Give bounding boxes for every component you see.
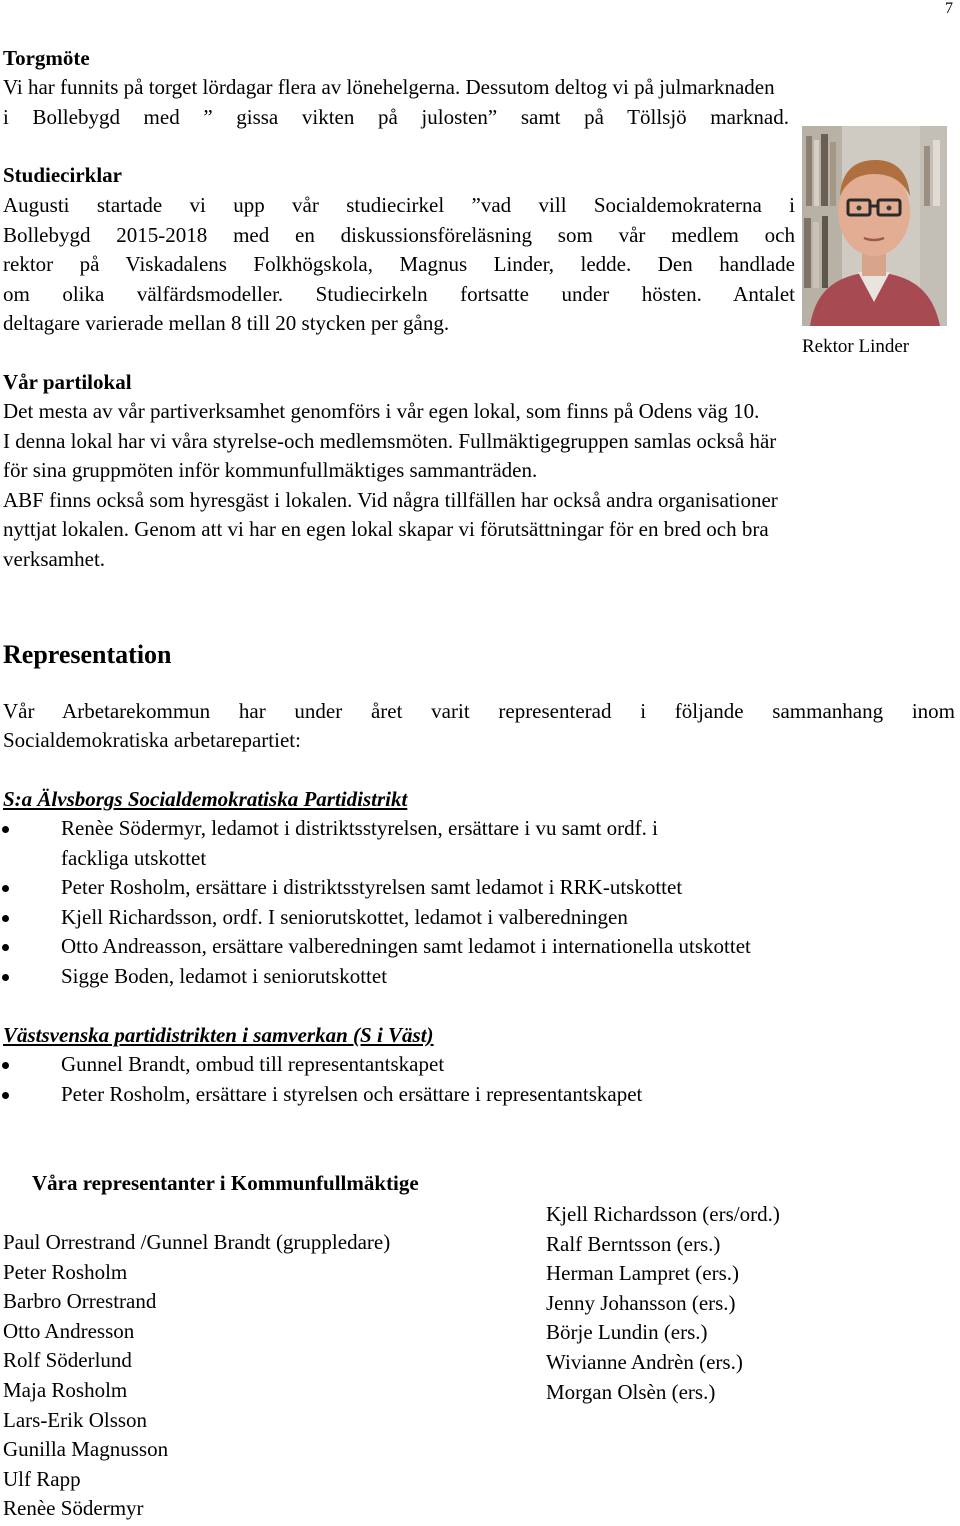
studiecirklar-line-2: Bollebygd 2015-2018 med en diskussionsföreläsning som vår medlem och [3, 223, 795, 247]
partilokal-line-1: Det mesta av vår partiverksamhet genomförs i vår egen lokal, som finns på Odens väg 10. [3, 399, 760, 423]
kf-substitute-list [546, 1200, 780, 1407]
kf-member: Renèe Södermyr [3, 1496, 144, 1521]
studiecirklar-heading: Studiecirklar [3, 163, 122, 187]
kf-substitute: Wivianne Andrèn (ers.) [546, 1349, 743, 1374]
vast-heading: Västsvenska partidistrikten i samverkan (S i Väst) [3, 1023, 434, 1047]
photo-caption: Rektor Linder [802, 336, 910, 357]
studiecirklar-line-1: Augusti startade vi upp vår studiecirkel ”vad vill Socialdemokraterna i [3, 193, 795, 217]
district-heading: S:a Älvsborgs Socialdemokratiska Partidistrikt [3, 787, 408, 811]
kf-member: Maja Rosholm [3, 1377, 128, 1402]
list-item: Gunnel Brandt, ombud till representantskapet [0, 1050, 900, 1080]
page-number: 7 [945, 0, 953, 17]
partilokal-line-6: verksamhet. [3, 547, 106, 571]
kf-substitute: Ralf Berntsson (ers.) [546, 1231, 721, 1256]
partilokal-line-5: nyttjat lokalen. Genom att vi har en egen lokal skapar vi förutsättningar för en bred och bra [3, 517, 769, 541]
kf-member: Rolf Söderlund [3, 1348, 132, 1373]
torgmote-heading: Torgmöte [3, 46, 90, 70]
list-item: Sigge Boden, ledamot i seniorutskottet [0, 962, 900, 992]
kf-substitute: Morgan Olsèn (ers.) [546, 1379, 716, 1404]
representation-intro-1: Vår Arbetarekommun har under året varit representerad i följande sammanhang inom [3, 699, 955, 723]
kf-substitute: Herman Lampret (ers.) [546, 1261, 739, 1286]
studiecirklar-line-5: deltagare varierade mellan 8 till 20 stycken per gång. [3, 311, 450, 335]
kf-member: Lars-Erik Olsson [3, 1407, 148, 1432]
kf-substitute: Kjell Richardsson (ers/ord.) [546, 1202, 780, 1226]
studiecirklar-line-4: om olika välfärdsmodeller. Studiecirkeln fortsatte under hösten. Antalet [3, 282, 795, 306]
kf-substitute: Jenny Johansson (ers.) [546, 1290, 736, 1315]
kf-heading: Våra representanter i Kommunfullmäktige [32, 1171, 419, 1195]
partilokal-line-4: ABF finns också som hyresgäst i lokalen. Vid några tillfällen har också andra organisationer [3, 488, 778, 512]
list-item: Renèe Södermyr, ledamot i distriktsstyrelsen, ersättare i vu samt ordf. i [0, 814, 900, 844]
partilokal-line-2: I denna lokal har vi våra styrelse-och medlemsmöten. Fullmäktigegruppen samlas också här [3, 429, 777, 453]
list-item-continuation: fackliga utskottet [61, 845, 207, 870]
torgmote-line-2: i Bollebygd med ” gissa vikten på julosten” samt på Töllsjö marknad. [3, 105, 789, 129]
studiecirklar-line-3: rektor på Viskadalens Folkhögskola, Magnus Linder, ledde. Den handlade [3, 252, 795, 276]
kf-member: Peter Rosholm [3, 1259, 128, 1284]
kf-member: Gunilla Magnusson [3, 1437, 169, 1462]
representation-intro-2: Socialdemokratiska arbetarepartiet: [3, 728, 301, 752]
partilokal-heading: Vår partilokal [3, 370, 132, 394]
portrait-photo [802, 126, 947, 326]
list-item: Otto Andreasson, ersättare valberedningen samt ledamot i internationella utskottet [0, 932, 900, 962]
list-item: Peter Rosholm, ersättare i distriktsstyrelsen samt ledamot i RRK-utskottet [0, 873, 900, 903]
kf-member: Otto Andresson [3, 1318, 135, 1343]
torgmote-line-1: Vi har funnits på torget lördagar flera av lönehelgerna. Dessutom deltog vi på julmarknaden [3, 75, 775, 99]
kf-member: Barbro Orrestrand [3, 1289, 157, 1314]
list-item: Kjell Richardsson, ordf. I seniorutskottet, ledamot i valberedningen [0, 903, 900, 933]
representation-heading: Representation [3, 640, 172, 669]
vast-list [0, 1050, 900, 1109]
district-list [0, 814, 900, 992]
partilokal-line-3: för sina gruppmöten inför kommunfullmäktiges sammanträden. [3, 458, 538, 482]
kf-member: Ulf Rapp [3, 1466, 81, 1491]
list-item: Peter Rosholm, ersättare i styrelsen och ersättare i representantskapet [0, 1080, 900, 1110]
kf-substitute: Börje Lundin (ers.) [546, 1320, 708, 1345]
kf-ordinary-list [3, 1228, 390, 1524]
kf-member: Paul Orrestrand /Gunnel Brandt (gruppledare) [3, 1230, 391, 1254]
